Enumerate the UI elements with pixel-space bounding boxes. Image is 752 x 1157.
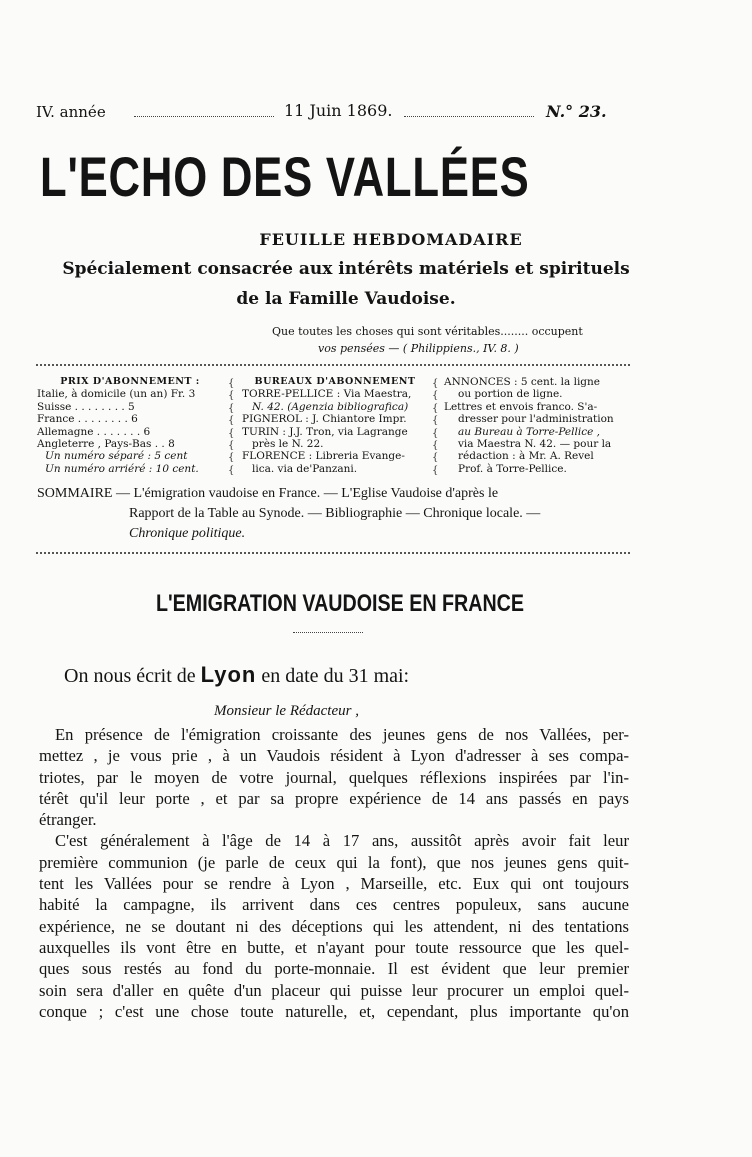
issue-year: IV. année: [36, 103, 106, 121]
masthead-divider: [36, 364, 630, 366]
office-line: TURIN : J.J. Tron, via Lagrange: [242, 425, 408, 438]
office-line: lica. via de'Panzani.: [252, 462, 358, 475]
column-brace-right: { { { { { { { {: [432, 378, 439, 476]
article-line: C'est généralement à l'âge de 14 à 17 ans, aussitôt après avoir fait leur: [55, 831, 629, 851]
epigraph-line-1: Que toutes les choses qui sont véritables........ occupent: [272, 325, 583, 338]
price-row: Un numéro arriéré : 10 cent.: [45, 462, 199, 475]
article-line: auxquelles ils vont être en butte, et n'ayant pour toute ressource que les quel-: [39, 937, 629, 957]
summary: [37, 484, 631, 544]
article-body: [39, 724, 629, 1022]
article-line: conque ; c'est une chose toute naturelle, et, cependant, plus importante qu'on: [39, 1001, 629, 1021]
masthead-tagline-2: de la Famille Vaudoise.: [236, 289, 456, 309]
dateline-prefix: On nous écrit de: [64, 665, 196, 687]
office-line: N. 42. (Agenzia bibliografica): [252, 400, 409, 413]
article-line: mettez , je vous prie , à un Vaudois résident à Lyon d'adresser à ses compa-: [39, 746, 629, 766]
office-line: TORRE-PELLICE : Via Maestra,: [242, 388, 412, 401]
article-line: triotes, par le moyen de votre journal, quelques réflexions inspirées par l'in-: [39, 767, 629, 787]
epigraph-line-2: vos pensées — ( Philippiens., IV. 8. ): [318, 342, 519, 355]
price-row: Suisse . . . . . . . . 5: [37, 400, 135, 413]
ads-line: rédaction : à Mr. A. Revel: [458, 450, 594, 463]
ads-line: dresser pour l'administration: [458, 413, 614, 426]
header-rule-left: [134, 116, 274, 117]
subscription-heading: PRIX D'ABONNEMENT :: [60, 376, 200, 387]
issue-date: 11 Juin 1869.: [284, 101, 393, 120]
office-line: PIGNEROL : J. Chiantore Impr.: [242, 413, 407, 426]
article-line: expérience, ne se doutant ni des déceptions qui les attendent, ni des tentations: [39, 916, 629, 936]
header-rule-right: [404, 116, 534, 117]
article-line: première communion (je parle de ceux qui la font), que nos jeunes gens quit-: [39, 852, 629, 872]
masthead-tagline-1: Spécialement consacrée aux intérêts matériels et spirituels: [62, 259, 630, 279]
title-ornament: [293, 632, 363, 633]
ads-line: Lettres et envois franco. S'a-: [444, 400, 598, 413]
article-line: En présence de l'émigration croissante des jeunes gens de nos Vallées, per-: [55, 725, 629, 744]
article-line: étranger.: [39, 810, 97, 830]
price-row: Un numéro séparé : 5 cent: [45, 450, 188, 463]
article-line: soin sera d'aller en quête d'un placeur qui puisse leur procurer un emploi quel-: [39, 980, 629, 1000]
dateline-city: Lyon: [200, 662, 257, 687]
ads-line: ou portion de ligne.: [458, 388, 563, 401]
summary-line-2: Rapport de la Table au Synode. — Bibliographie — Chronique locale. —: [129, 506, 541, 521]
dateline: [64, 662, 409, 688]
subscription-prices: [37, 376, 223, 475]
article-line: habité la campagne, ils arrivent dans ces centres populeux, sans aucune: [39, 895, 629, 915]
office-line: FLORENCE : Libreria Evange-: [242, 450, 405, 463]
price-row: Allemagne . . . . . . . 6: [37, 425, 151, 438]
price-row: France . . . . . . . . 6: [37, 413, 138, 426]
ads-line: ANNONCES : 5 cent. la ligne: [444, 376, 600, 388]
summary-line-1: SOMMAIRE — L'émigration vaudoise en France. — L'Eglise Vaudoise d'après le: [37, 486, 499, 501]
offices-heading: BUREAUX D'ABONNEMENT: [254, 376, 416, 387]
price-row: Italie, à domicile (un an) Fr. 3: [37, 388, 196, 401]
article-title: L'EMIGRATION VAUDOISE EN FRANCE: [155, 590, 525, 617]
article-line: ques sous restés au fond du porte-monnaie. Il est évident que leur premier: [39, 959, 629, 979]
price-row: Angleterre , Pays-Bas . . 8: [37, 438, 175, 451]
salutation: Monsieur le Rédacteur ,: [214, 703, 359, 719]
summary-divider: [36, 552, 630, 554]
issue-number: N.° 23.: [546, 102, 607, 121]
article-line: térêt qu'il leur porte , et par sa propre expérience de 14 ans passés en pays: [39, 788, 629, 808]
article-line: tent les Vallées pour se rendre à Lyon , Marseille, etc. Eux qui ont toujours: [39, 874, 629, 894]
dateline-suffix: en date du 31 mai:: [261, 665, 410, 687]
masthead-title: L'ECHO DES VALLÉES: [40, 145, 530, 208]
ads-line: via Maestra N. 42. — pour la: [458, 438, 612, 451]
office-line: près le N. 22.: [252, 438, 324, 451]
masthead-subtitle: FEUILLE HEBDOMADAIRE: [259, 230, 523, 249]
column-brace-left: { { { { { { { {: [228, 378, 235, 476]
subscription-offices: [242, 376, 428, 475]
advertising-info: [444, 376, 630, 475]
summary-line-3: Chronique politique.: [129, 526, 246, 541]
ads-line: au Bureau à Torre-Pellice ,: [458, 425, 600, 438]
ads-line: Prof. à Torre-Pellice.: [458, 462, 567, 475]
